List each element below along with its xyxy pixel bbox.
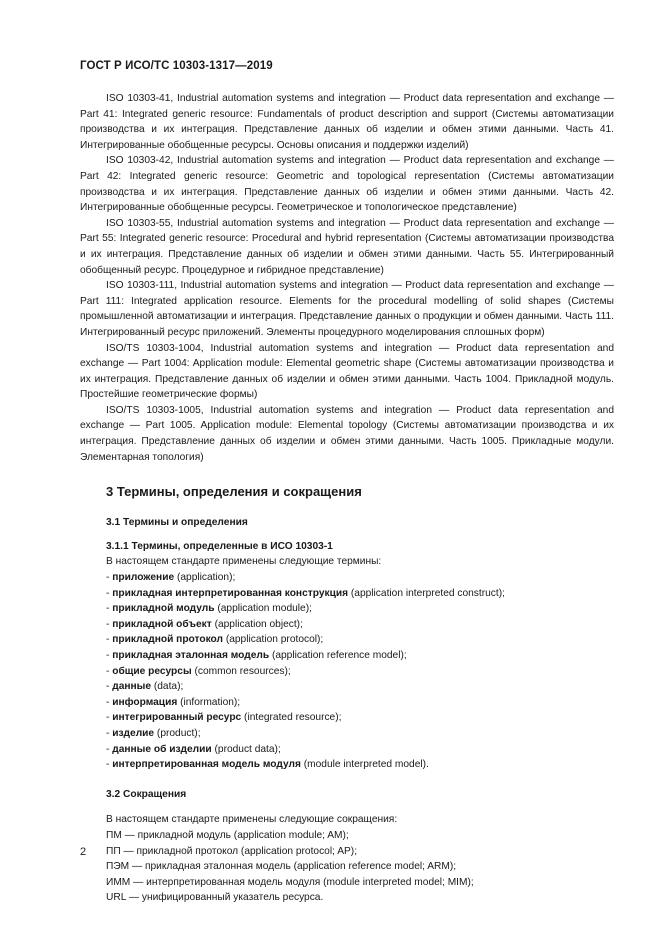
abbreviations-list: [80, 828, 614, 906]
document-header: ГОСТ Р ИСО/ТС 10303-1317—2019: [80, 60, 273, 72]
term-name: прикладная интерпретированная конструкция: [112, 587, 349, 599]
term-name: интегрированный ресурс: [112, 712, 242, 724]
list-dash: -: [106, 603, 113, 615]
abbreviation-item: ПМ — прикладной модуль (application module; AM);: [106, 829, 349, 841]
term-english: (application object);: [211, 618, 303, 630]
reference-iso-10303-55: ISO 10303-55, Industrial automation systems and integration — Product data representation and exchange — Part 55: Integrated generic resource: Procedural and hybrid representation (Системы автоматизации производства и их интеграция. Представление данных об изделии и обмен этими данными. Часть 55. Интегрированный обобщенный ресурс. Процедурное и гибридное представление): [80, 217, 614, 276]
term-name: приложение: [112, 572, 175, 584]
term-name: интерпретированная модель модуля: [112, 759, 301, 771]
term-item: [80, 679, 614, 695]
term-item: [80, 726, 614, 742]
term-english: (application interpreted construct);: [348, 587, 505, 599]
section-3-1-heading: 3.1 Термины и определения: [106, 517, 248, 529]
abbreviation-item: ИММ — интерпретированная модель модуля (module interpreted model; MIM);: [106, 876, 474, 888]
list-dash: -: [106, 618, 113, 630]
term-english: (application);: [174, 572, 236, 584]
list-dash: -: [106, 572, 113, 584]
term-english: (information);: [177, 696, 241, 708]
term-english: (module interpreted model).: [300, 759, 429, 771]
term-english: (common resources);: [191, 665, 291, 677]
list-dash: -: [106, 681, 113, 693]
section-3-2-heading: 3.2 Сокращения: [106, 788, 187, 800]
reference-iso-ts-10303-1005: ISO/TS 10303-1005, Industrial automation systems and integration — Product data representation and exchange — Part 1005. Application module: Elemental topology (Системы автоматизации производства и их интеграция. Представление данных об изделии и обмен этими данными. Часть 1005. Прикладные модули. Элементарная топология): [80, 404, 614, 463]
page-content: [80, 91, 614, 906]
term-english: (integrated resource);: [241, 712, 342, 724]
term-name: данные: [112, 681, 152, 693]
term-item: [80, 664, 614, 680]
term-english: (application reference model);: [269, 650, 407, 661]
term-english: (application module);: [214, 603, 312, 615]
list-dash: -: [106, 634, 113, 646]
reference-iso-10303-42: ISO 10303-42, Industrial automation systems and integration — Product data representation and exchange — Part 42: Integrated generic resource: Geometric and topological representation (Системы автоматизации производства и их интеграция. Представление данных об изделии и обмен этими данными. Часть 42. Интегрированные обобщенные ресурсы. Геометрическое и топологическое представление): [80, 155, 614, 214]
abbreviation-item: ПП — прикладной протокол (application protocol; AP);: [106, 845, 358, 857]
list-dash: -: [106, 650, 113, 661]
term-name: изделие: [112, 727, 155, 739]
term-item: [80, 570, 614, 586]
term-name: прикладная эталонная модель: [112, 650, 270, 661]
terms-intro: В настоящем стандарте применены следующие термины:: [106, 556, 382, 568]
terms-list: [80, 570, 614, 773]
term-item: [80, 757, 614, 773]
term-name: информация: [112, 696, 178, 708]
term-item: [80, 601, 614, 617]
page-number: 2: [80, 846, 87, 858]
term-item: [80, 586, 614, 602]
term-name: общие ресурсы: [112, 665, 192, 677]
list-dash: -: [106, 665, 113, 677]
term-name: прикладной модуль: [112, 603, 215, 615]
list-dash: -: [106, 727, 113, 739]
term-english: (product);: [154, 727, 201, 739]
term-name: прикладной объект: [112, 618, 212, 630]
abbreviation-item: URL — унифицированный указатель ресурса.: [106, 892, 324, 904]
section-3-heading: 3 Термины, определения и сокращения: [106, 484, 362, 500]
term-item: [80, 617, 614, 633]
term-item: [80, 695, 614, 711]
reference-iso-10303-41: ISO 10303-41, Industrial automation systems and integration — Product data representation and exchange — Part 41: Integrated generic resource: Fundamentals of product description and support (Системы автоматизации производства и их интеграция. Представление данных об изделии и обмен этими данными. Часть 41. Интегрированные обобщенные ресурсы. Основы описания и поддержки изделий): [80, 93, 614, 151]
list-dash: -: [106, 587, 113, 599]
term-english: (data);: [151, 681, 184, 693]
list-dash: -: [106, 759, 113, 771]
section-3-1-1-heading: 3.1.1 Термины, определенные в ИСО 10303-1: [106, 540, 333, 552]
abbreviations-intro: В настоящем стандарте применены следующие сокращения:: [106, 814, 398, 826]
term-item: [80, 632, 614, 648]
term-name: прикладной протокол: [112, 634, 223, 646]
list-dash: -: [106, 712, 113, 724]
term-name: данные об изделии: [112, 743, 212, 755]
term-english: (application protocol);: [223, 634, 324, 646]
term-item: [80, 710, 614, 726]
term-item: [80, 648, 614, 664]
abbreviation-item: ПЭМ — прикладная эталонная модель (application reference model; ARM);: [106, 861, 457, 873]
term-english: (product data);: [211, 743, 281, 755]
term-item: [80, 742, 614, 758]
reference-iso-ts-10303-1004: ISO/TS 10303-1004, Industrial automation systems and integration — Product data representation and exchange — Part 1004: Application module: Elemental geometric shape (Системы автоматизации производства и их интеграция. Представление данных об изделии и обмен этими данными. Часть 1004. Прикладной модуль. Простейшие геометрические формы): [80, 342, 614, 401]
reference-iso-10303-111: ISO 10303-111, Industrial automation systems and integration — Product data representation and exchange — Part 111: Integrated application resource. Elements for the procedural modelling of solid shapes (Системы промышленной автоматизации и интеграция. Представление данных о продукции и обмен данными. Часть 111. Интегрированный ресурс приложений. Элементы процедурного моделирования сплошных форм): [80, 280, 614, 338]
list-dash: -: [106, 743, 113, 755]
list-dash: -: [106, 696, 113, 708]
